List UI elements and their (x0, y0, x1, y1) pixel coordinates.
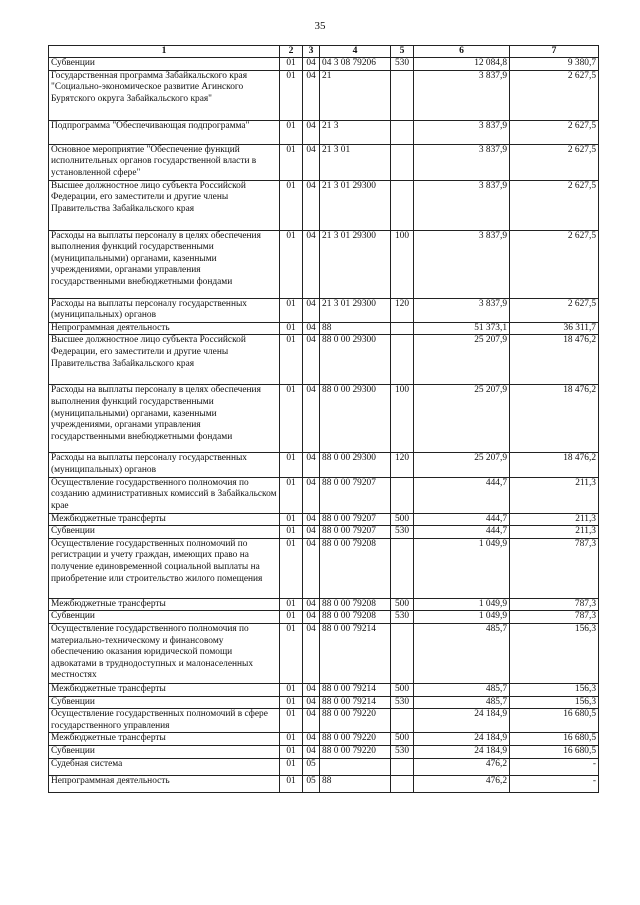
row-section: 01 (280, 758, 303, 775)
row-expense-type: 120 (391, 298, 414, 322)
row-value-1: 25 207,9 (414, 385, 510, 453)
row-target-code: 88 0 00 79220 (320, 745, 391, 758)
row-value-2: - (510, 758, 599, 775)
row-subsection: 04 (303, 322, 320, 335)
row-value-1: 3 837,9 (414, 120, 510, 144)
row-name: Межбюджетные трансферты (49, 683, 280, 696)
row-subsection: 04 (303, 683, 320, 696)
row-section: 01 (280, 230, 303, 298)
row-subsection: 04 (303, 538, 320, 598)
table-row (49, 623, 599, 683)
table-row (49, 180, 599, 230)
row-value-2: 18 476,2 (510, 453, 599, 477)
row-target-code: 88 0 00 79207 (320, 477, 391, 513)
row-target-code: 88 0 00 79207 (320, 513, 391, 526)
row-name: Основное мероприятие "Обеспечение функций исполнительных органов государственной власти в установленной сфере" (49, 144, 280, 180)
row-value-1: 485,7 (414, 623, 510, 683)
row-section: 01 (280, 683, 303, 696)
row-subsection: 04 (303, 526, 320, 539)
row-expense-type: 100 (391, 230, 414, 298)
row-name: Субвенции (49, 58, 280, 71)
row-expense-type: 500 (391, 733, 414, 746)
row-section: 01 (280, 538, 303, 598)
table-row (49, 538, 599, 598)
row-subsection: 04 (303, 180, 320, 230)
row-expense-type (391, 144, 414, 180)
row-value-1: 485,7 (414, 683, 510, 696)
table-row (49, 120, 599, 144)
row-name: Осуществление государственного полномочия по материально-техническому и финансовому обеспечению оказания юридической помощи адвокатами в труднодоступных и малонаселенных местностях (49, 623, 280, 683)
row-section: 01 (280, 120, 303, 144)
row-name: Межбюджетные трансферты (49, 513, 280, 526)
row-target-code: 88 0 00 79214 (320, 683, 391, 696)
row-name: Осуществление государственных полномочий по регистрации и учету граждан, имеющих право на получение единовременной социальной выплаты на приобретение или строительство жилого помещения (49, 538, 280, 598)
row-target-code: 21 3 (320, 120, 391, 144)
row-name: Непрограммная деятельность (49, 775, 280, 792)
table-row (49, 598, 599, 611)
row-name: Межбюджетные трансферты (49, 598, 280, 611)
row-value-2: 16 680,5 (510, 733, 599, 746)
row-target-code: 21 3 01 (320, 144, 391, 180)
table-row (49, 70, 599, 120)
row-value-2: 156,3 (510, 696, 599, 709)
row-section: 01 (280, 335, 303, 385)
row-value-2: 156,3 (510, 623, 599, 683)
row-subsection: 05 (303, 758, 320, 775)
row-expense-type: 530 (391, 745, 414, 758)
row-value-2: 16 680,5 (510, 745, 599, 758)
row-target-code: 88 0 00 79220 (320, 733, 391, 746)
row-name: Судебная система (49, 758, 280, 775)
table-row (49, 745, 599, 758)
table-row (49, 683, 599, 696)
row-expense-type (391, 180, 414, 230)
row-expense-type: 500 (391, 598, 414, 611)
row-subsection: 04 (303, 598, 320, 611)
row-target-code: 04 3 08 79206 (320, 58, 391, 71)
row-name: Высшее должностное лицо субъекта Российской Федерации, его заместители и другие члены Правительства Забайкальского края (49, 335, 280, 385)
row-value-1: 3 837,9 (414, 180, 510, 230)
row-expense-type (391, 322, 414, 335)
row-value-1: 1 049,9 (414, 598, 510, 611)
row-value-2: 2 627,5 (510, 298, 599, 322)
table-row (49, 144, 599, 180)
header-row (49, 46, 599, 58)
row-section: 01 (280, 513, 303, 526)
row-name: Расходы на выплаты персоналу государственных (муниципальных) органов (49, 298, 280, 322)
row-value-2: 787,3 (510, 538, 599, 598)
row-subsection: 04 (303, 477, 320, 513)
row-target-code: 88 0 00 29300 (320, 453, 391, 477)
row-value-1: 444,7 (414, 513, 510, 526)
row-section: 01 (280, 453, 303, 477)
row-value-2: 2 627,5 (510, 144, 599, 180)
row-expense-type: 500 (391, 513, 414, 526)
row-section: 01 (280, 477, 303, 513)
row-name: Расходы на выплаты персоналу государственных (муниципальных) органов (49, 453, 280, 477)
row-expense-type: 530 (391, 526, 414, 539)
row-subsection: 04 (303, 709, 320, 733)
row-value-1: 24 184,9 (414, 733, 510, 746)
table-row (49, 453, 599, 477)
row-value-1: 1 049,9 (414, 538, 510, 598)
table-row (49, 322, 599, 335)
row-target-code: 88 0 00 79208 (320, 538, 391, 598)
row-value-2: 787,3 (510, 611, 599, 624)
row-expense-type (391, 775, 414, 792)
row-section: 01 (280, 385, 303, 453)
row-value-1: 25 207,9 (414, 453, 510, 477)
row-expense-type (391, 70, 414, 120)
row-section: 01 (280, 745, 303, 758)
row-expense-type (391, 709, 414, 733)
table-row (49, 58, 599, 71)
row-target-code: 88 0 00 79208 (320, 598, 391, 611)
header-col-4: 4 (320, 46, 391, 58)
row-subsection: 04 (303, 745, 320, 758)
row-value-2: 2 627,5 (510, 70, 599, 120)
row-expense-type (391, 538, 414, 598)
row-expense-type (391, 335, 414, 385)
row-expense-type (391, 477, 414, 513)
table-row (49, 230, 599, 298)
row-section: 01 (280, 775, 303, 792)
row-section: 01 (280, 144, 303, 180)
row-expense-type: 120 (391, 453, 414, 477)
row-value-1: 3 837,9 (414, 144, 510, 180)
row-section: 01 (280, 733, 303, 746)
row-value-2: 2 627,5 (510, 230, 599, 298)
row-target-code: 88 0 00 79208 (320, 611, 391, 624)
row-name: Межбюджетные трансферты (49, 733, 280, 746)
row-value-2: 211,3 (510, 526, 599, 539)
row-subsection: 04 (303, 513, 320, 526)
row-target-code: 88 (320, 775, 391, 792)
row-subsection: 04 (303, 696, 320, 709)
row-value-1: 3 837,9 (414, 70, 510, 120)
header-col-2: 2 (280, 46, 303, 58)
row-section: 01 (280, 526, 303, 539)
table-row (49, 709, 599, 733)
row-subsection: 04 (303, 58, 320, 71)
header-col-3: 3 (303, 46, 320, 58)
row-expense-type (391, 623, 414, 683)
page-number: 35 (314, 20, 326, 32)
row-target-code: 21 3 01 29300 (320, 230, 391, 298)
row-value-2: 787,3 (510, 598, 599, 611)
row-value-2: 9 380,7 (510, 58, 599, 71)
row-name: Высшее должностное лицо субъекта Российской Федерации, его заместители и другие члены Правительства Забайкальского края (49, 180, 280, 230)
row-target-code: 88 0 00 79214 (320, 623, 391, 683)
row-value-1: 1 049,9 (414, 611, 510, 624)
row-subsection: 05 (303, 775, 320, 792)
row-subsection: 04 (303, 120, 320, 144)
row-value-2: - (510, 775, 599, 792)
row-subsection: 04 (303, 453, 320, 477)
row-value-2: 18 476,2 (510, 385, 599, 453)
row-name: Непрограммная деятельность (49, 322, 280, 335)
row-section: 01 (280, 696, 303, 709)
row-subsection: 04 (303, 385, 320, 453)
row-target-code: 21 3 01 29300 (320, 298, 391, 322)
row-name: Субвенции (49, 696, 280, 709)
table-row (49, 526, 599, 539)
row-section: 01 (280, 298, 303, 322)
row-name: Подпрограмма "Обеспечивающая подпрограмма" (49, 120, 280, 144)
row-name: Субвенции (49, 526, 280, 539)
row-value-1: 3 837,9 (414, 230, 510, 298)
row-expense-type: 500 (391, 683, 414, 696)
header-col-5: 5 (391, 46, 414, 58)
table-row (49, 733, 599, 746)
row-target-code (320, 758, 391, 775)
table-row (49, 758, 599, 775)
row-name: Осуществление государственных полномочий в сфере государственного управления (49, 709, 280, 733)
row-expense-type (391, 120, 414, 144)
row-value-2: 2 627,5 (510, 120, 599, 144)
row-section: 01 (280, 623, 303, 683)
row-value-2: 18 476,2 (510, 335, 599, 385)
row-value-1: 24 184,9 (414, 745, 510, 758)
row-target-code: 88 0 00 29300 (320, 385, 391, 453)
row-subsection: 04 (303, 335, 320, 385)
table-row (49, 611, 599, 624)
row-value-2: 211,3 (510, 513, 599, 526)
row-expense-type: 530 (391, 58, 414, 71)
row-value-2: 211,3 (510, 477, 599, 513)
row-value-2: 16 680,5 (510, 709, 599, 733)
row-name: Субвенции (49, 611, 280, 624)
row-name: Расходы на выплаты персоналу в целях обеспечения выполнения функций государственными (муниципальными) органами, казенными учреждениями, органами управления государственными внебюджетными фондами (49, 230, 280, 298)
row-subsection: 04 (303, 611, 320, 624)
row-section: 01 (280, 611, 303, 624)
row-expense-type: 530 (391, 696, 414, 709)
row-value-1: 24 184,9 (414, 709, 510, 733)
table-row (49, 298, 599, 322)
row-name: Государственная программа Забайкальского края "Социально-экономическое развитие Агинского Бурятского округа Забайкальского края" (49, 70, 280, 120)
row-subsection: 04 (303, 733, 320, 746)
row-expense-type: 100 (391, 385, 414, 453)
row-section: 01 (280, 598, 303, 611)
row-subsection: 04 (303, 230, 320, 298)
row-value-1: 12 084,8 (414, 58, 510, 71)
row-subsection: 04 (303, 298, 320, 322)
row-target-code: 88 0 00 29300 (320, 335, 391, 385)
header-col-7: 7 (510, 46, 599, 58)
row-section: 01 (280, 709, 303, 733)
row-value-1: 25 207,9 (414, 335, 510, 385)
header-col-6: 6 (414, 46, 510, 58)
row-subsection: 04 (303, 144, 320, 180)
table-body (49, 58, 599, 793)
row-value-2: 36 311,7 (510, 322, 599, 335)
table-row (49, 385, 599, 453)
row-value-1: 444,7 (414, 477, 510, 513)
row-target-code: 21 3 01 29300 (320, 180, 391, 230)
row-target-code: 88 (320, 322, 391, 335)
row-name: Осуществление государственного полномочия по созданию административных комиссий в Забайкальском крае (49, 477, 280, 513)
row-subsection: 04 (303, 70, 320, 120)
table-row (49, 477, 599, 513)
table-row (49, 696, 599, 709)
table-row (49, 513, 599, 526)
row-section: 01 (280, 180, 303, 230)
row-target-code: 88 0 00 79220 (320, 709, 391, 733)
table-row (49, 775, 599, 792)
row-subsection: 04 (303, 623, 320, 683)
row-value-2: 2 627,5 (510, 180, 599, 230)
row-target-code: 21 (320, 70, 391, 120)
row-section: 01 (280, 58, 303, 71)
row-value-1: 476,2 (414, 775, 510, 792)
row-expense-type (391, 758, 414, 775)
row-value-1: 3 837,9 (414, 298, 510, 322)
row-name: Расходы на выплаты персоналу в целях обеспечения выполнения функций государственными (муниципальными) органами, казенными учреждениями, органами управления государственными внебюджетными фондами (49, 385, 280, 453)
row-section: 01 (280, 322, 303, 335)
row-section: 01 (280, 70, 303, 120)
row-value-1: 51 373,1 (414, 322, 510, 335)
row-name: Субвенции (49, 745, 280, 758)
row-value-2: 156,3 (510, 683, 599, 696)
row-value-1: 444,7 (414, 526, 510, 539)
row-value-1: 485,7 (414, 696, 510, 709)
budget-table (48, 45, 599, 793)
row-target-code: 88 0 00 79214 (320, 696, 391, 709)
row-expense-type: 530 (391, 611, 414, 624)
row-value-1: 476,2 (414, 758, 510, 775)
table-row (49, 335, 599, 385)
row-target-code: 88 0 00 79207 (320, 526, 391, 539)
header-col-1: 1 (49, 46, 280, 58)
